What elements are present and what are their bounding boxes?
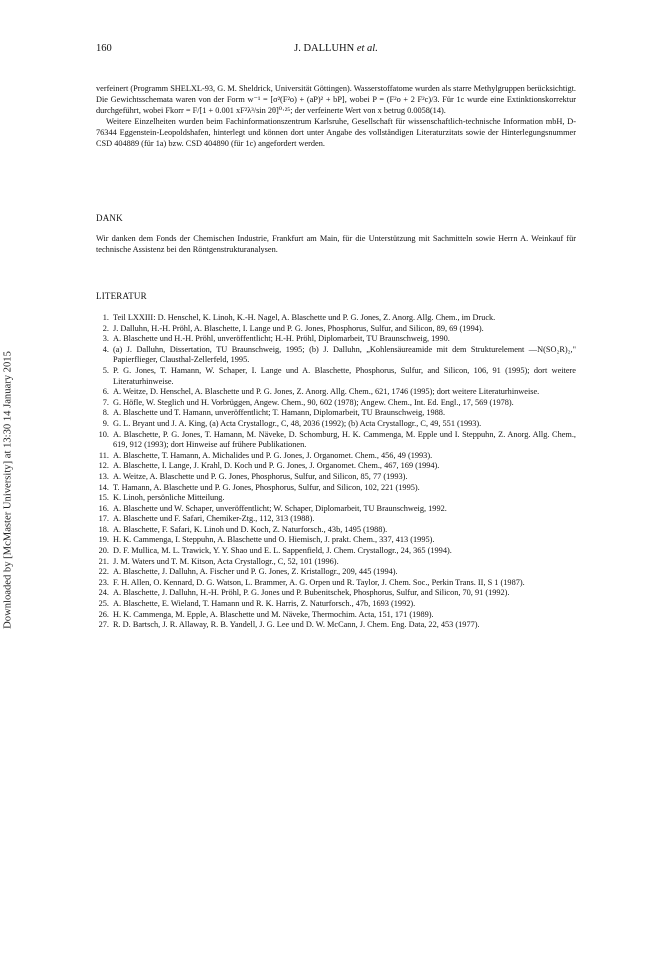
reference-number: 1. bbox=[102, 313, 109, 322]
reference-item bbox=[96, 588, 576, 599]
reference-number: 25. bbox=[98, 599, 109, 609]
reference-text: A. Weitze, A. Blaschette und P. G. Jones, Phosphorus, Sulfur, and Silicon, 85, 77 (1993). bbox=[113, 471, 408, 481]
reference-item bbox=[96, 493, 576, 504]
refinement-paragraph: verfeinert (Programm SHELXL-93, G. M. Sheldrick, Universität Göttingen). Wasserstoffatome wurden als starre Methylgruppen berücksichtigt. Die Gewichtsschemata waren von der Form w⁻¹ = [σ²(F²o) + (aP)² + bP], wobei P = (F²o + 2 F²c)/3. Für 1c wurde eine Extinktionskorrektur durchgeführt, wobei Fkorr = F/[1 + 0.001 xF²λ³/sin 2θ]⁰·²⁵; der verfeinerte Wert von x betrug 0.0058(14). bbox=[96, 84, 576, 116]
reference-text: Teil LXXIII: D. Henschel, K. Linoh, K.-H. Nagel, A. Blaschette und P. G. Jones, Z. Anorg. Allg. Chem., im Druck. bbox=[113, 313, 496, 322]
reference-item bbox=[96, 324, 576, 335]
reference-text: J. Dalluhn, H.-H. Pröhl, A. Blaschette, I. Lange und P. G. Jones, Phosphorus, Sulfur, and Silicon, 89, 69 (1994). bbox=[113, 323, 484, 333]
experimental-continuation bbox=[96, 83, 576, 150]
reference-item bbox=[96, 599, 576, 610]
dank-heading: DANK bbox=[96, 213, 123, 223]
download-watermark bbox=[0, 310, 18, 670]
reference-item bbox=[96, 567, 576, 578]
reference-number: 14. bbox=[98, 482, 109, 492]
reference-text: A. Blaschette, J. Dalluhn, A. Fischer und P. G. Jones, Z. Kristallogr., 209, 445 (1994). bbox=[113, 567, 398, 577]
reference-text: A. Blaschette und F. Safari, Chemiker-Ztg., 112, 313 (1988). bbox=[113, 514, 315, 524]
reference-number: 18. bbox=[98, 524, 109, 534]
reference-text: A. Weitze, D. Henschel, A. Blaschette und P. G. Jones, Z. Anorg. Allg. Chem., 621, 1746 (1995); dort weitere Literaturhinweise. bbox=[113, 387, 540, 397]
reference-number: 5. bbox=[102, 365, 109, 375]
reference-text: A. Blaschette und H.-H. Pröhl, unveröffentlicht; H.-H. Pröhl, Diplomarbeit, TU Braunschweig, 1990. bbox=[113, 334, 450, 344]
reference-number: 24. bbox=[98, 588, 109, 598]
reference-text: R. D. Bartsch, J. R. Allaway, R. B. Yandell, J. G. Lee und D. W. McCann, J. Chem. Eng. Data, 22, 453 (1977). bbox=[113, 620, 480, 630]
page-header bbox=[96, 43, 576, 57]
reference-number: 19. bbox=[98, 535, 109, 545]
reference-text: K. Linoh, persönliche Mitteilung. bbox=[113, 493, 225, 503]
reference-item bbox=[96, 610, 576, 621]
reference-number: 26. bbox=[98, 609, 109, 619]
reference-text: G. L. Bryant und J. A. King, (a) Acta Crystallogr., C, 48, 2036 (1992); (b) Acta Crystallogr., C, 49, 551 (1993). bbox=[113, 418, 482, 428]
reference-item bbox=[96, 535, 576, 546]
reference-item bbox=[96, 525, 576, 536]
reference-text: J. M. Waters und T. M. Kitson, Acta Crystallogr., C, 52, 101 (1996). bbox=[113, 556, 339, 566]
reference-number: 23. bbox=[98, 577, 109, 587]
reference-item bbox=[96, 557, 576, 568]
reference-item bbox=[96, 408, 576, 419]
reference-text: T. Hamann, A. Blaschette und P. G. Jones, Phosphorus, Sulfur, and Silicon, 102, 221 (1995). bbox=[113, 482, 420, 492]
reference-number: 12. bbox=[98, 461, 109, 471]
reference-item bbox=[96, 504, 576, 515]
reference-text: F. H. Allen, O. Kennard, D. G. Watson, L. Brammer, A. G. Orpen und R. Taylor, J. Chem. Soc., Perkin Trans. II, S 1 (1987). bbox=[113, 577, 525, 587]
reference-number: 8. bbox=[102, 408, 109, 418]
reference-item bbox=[96, 398, 576, 409]
reference-item bbox=[96, 366, 576, 387]
reference-number: 22. bbox=[98, 567, 109, 577]
reference-number: 13. bbox=[98, 471, 109, 481]
reference-item bbox=[96, 620, 576, 631]
download-notice: Downloaded by [McMaster University] at 13:30 14 January 2015 bbox=[2, 351, 14, 629]
reference-item bbox=[96, 472, 576, 483]
reference-item bbox=[96, 334, 576, 345]
reference-number: 9. bbox=[102, 418, 109, 428]
reference-item bbox=[96, 483, 576, 494]
reference-number: 2. bbox=[102, 323, 109, 333]
reference-text: A. Blaschette und T. Hamann, unveröffentlicht; T. Hamann, Diplomarbeit, TU Braunschweig, 1988. bbox=[113, 408, 446, 418]
running-head-author: J. DALLUHN bbox=[294, 43, 355, 54]
reference-number: 6. bbox=[102, 387, 109, 397]
reference-text: A. Blaschette, I. Lange, J. Krahl, D. Koch und P. G. Jones, J. Organomet. Chem., 467, 169 (1994). bbox=[113, 461, 440, 471]
reference-text: P. G. Jones, T. Hamann, W. Schaper, I. Lange und A. Blaschette, Phosphorus, Sulfur, and Silicon, 106, 91 (1995); dort weitere Literaturhinweise. bbox=[113, 365, 576, 386]
reference-item bbox=[96, 578, 576, 589]
reference-text: H. K. Cammenga, M. Epple, A. Blaschette und M. Näveke, Thermochim. Acta, 151, 171 (1989). bbox=[113, 609, 434, 619]
reference-number: 20. bbox=[98, 546, 109, 556]
reference-item bbox=[96, 345, 576, 366]
reference-number: 10. bbox=[98, 429, 109, 439]
reference-item bbox=[96, 313, 576, 324]
reference-text: A. Blaschette und W. Schaper, unveröffentlicht; W. Schaper, Diplomarbeit, TU Braunschweig, 1992. bbox=[113, 503, 447, 513]
reference-text: (a) J. Dalluhn, Dissertation, TU Braunschweig, 1995; (b) J. Dalluhn, „Kohlensäureamide mit dem Strukturelement —N(SO₂R)₂," Papierflieger, Clausthal-Zellerfeld, 1995. bbox=[113, 344, 576, 365]
reference-number: 7. bbox=[102, 397, 109, 407]
reference-item bbox=[96, 430, 576, 451]
dank-text: Wir danken dem Fonds der Chemischen Industrie, Frankfurt am Main, für die Unterstützung mit Sachmitteln sowie Herrn A. Weinkauf für technische Assistenz bei den Röntgenstrukturanalysen. bbox=[96, 234, 576, 255]
reference-item bbox=[96, 461, 576, 472]
reference-number: 15. bbox=[98, 493, 109, 503]
reference-number: 17. bbox=[98, 514, 109, 524]
reference-item bbox=[96, 419, 576, 430]
reference-text: A. Blaschette, E. Wieland, T. Hamann und R. K. Harris, Z. Naturforsch., 47b, 1693 (1992). bbox=[113, 599, 416, 609]
reference-number: 3. bbox=[102, 334, 109, 344]
running-head bbox=[96, 43, 576, 54]
reference-text: H. K. Cammenga, I. Steppuhn, A. Blaschette und O. Hiemisch, J. prakt. Chem., 337, 413 (1995). bbox=[113, 535, 435, 545]
running-head-suffix: et al. bbox=[356, 43, 378, 54]
reference-text: A. Blaschette, P. G. Jones, T. Hamann, M. Näveke, D. Schomburg, H. K. Cammenga, M. Epple und I. Steppuhn, Z. Anorg. Allg. Chem., 619, 912 (1993); dort Hinweise auf frühere Publikationen. bbox=[113, 429, 576, 450]
deposition-paragraph: Weitere Einzelheiten wurden beim Fachinformationszentrum Karlsruhe, Gesellschaft für wissenschaftlich-technische Information mbH, D-76344 Eggenstein-Leopoldshafen, hinterlegt und können dort unter Angabe des vollständigen Literaturzitats sowie der Hinterlegungsnummer CSD 404889 (für 1a) bzw. CSD 404890 (für 1c) angefordert werden. bbox=[96, 117, 576, 149]
reference-list bbox=[96, 313, 576, 631]
reference-number: 27. bbox=[98, 620, 109, 630]
reference-text: A. Blaschette, F. Safari, K. Linoh und D. Koch, Z. Naturforsch., 43b, 1495 (1988). bbox=[113, 524, 388, 534]
literatur-heading: LITERATUR bbox=[96, 291, 147, 301]
reference-text: A. Blaschette, T. Hamann, A. Michalides und P. G. Jones, J. Organomet. Chem., 456, 49 (1993). bbox=[113, 450, 433, 460]
reference-number: 16. bbox=[98, 503, 109, 513]
reference-text: A. Blaschette, J. Dalluhn, H.-H. Pröhl, P. G. Jones und P. Bubenitschek, Phosphorus, Sulfur, and Silicon, 70, 91 (1992). bbox=[113, 588, 510, 598]
reference-number: 4. bbox=[102, 344, 109, 354]
reference-number: 11. bbox=[98, 450, 109, 460]
reference-text: G. Höfle, W. Steglich und H. Vorbrüggen, Angew. Chem., 90, 602 (1978); Angew. Chem., Int. Ed. Engl., 17, 569 (1978). bbox=[113, 397, 514, 407]
reference-item bbox=[96, 514, 576, 525]
reference-text: D. F. Mullica, M. L. Trawick, Y. Y. Shao und E. L. Sappenfield, J. Chem. Crystallogr., 24, 365 (1994). bbox=[113, 546, 452, 556]
reference-number: 21. bbox=[98, 556, 109, 566]
reference-item bbox=[96, 387, 576, 398]
page-number: 160 bbox=[96, 43, 112, 54]
reference-item bbox=[96, 546, 576, 557]
reference-item bbox=[96, 451, 576, 462]
